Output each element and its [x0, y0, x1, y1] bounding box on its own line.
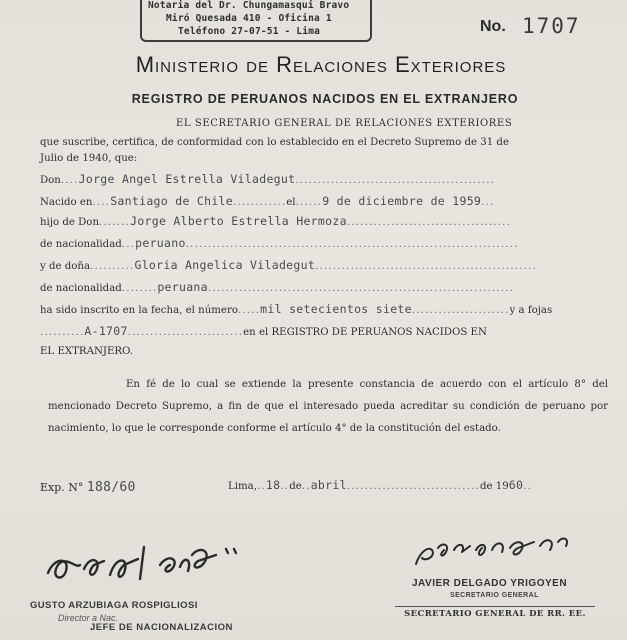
lima-label: Lima,	[228, 481, 257, 492]
stamp-line-2: Miró Quesada 410 - Oficina 1	[166, 13, 332, 24]
date-year: 60	[508, 478, 524, 492]
stamp-line-1: Notaria del Dr. Chungamasqui Bravo	[148, 0, 350, 11]
registry-number-words: mil setecientos siete	[260, 302, 412, 316]
nacionalidad-label-1: de nacionalidad	[40, 239, 122, 250]
exp-label: Exp. N°	[40, 481, 84, 494]
inscrito-label: ha sido inscrito en la fecha, el número	[40, 305, 238, 316]
date-de-2: de 19	[479, 481, 509, 492]
nacionalidad-father-row: de nacionalidad...peruano...........................................................................	[40, 236, 519, 250]
date-month: abril	[310, 478, 347, 492]
nacido-row: Nacido en....Santiago de Chile............el......9 de diciembre de 1959...	[40, 194, 495, 208]
date-de-1: de	[289, 481, 302, 492]
intro-secretary: EL SECRETARIO GENERAL DE RELACIONES EXTERIORES	[176, 118, 513, 129]
dona-row: y de doña..........Gloria Angelica Viladegut..................................................	[40, 258, 537, 272]
nacionalidad-mother: peruana	[157, 280, 208, 294]
director-title: JEFE DE NACIONALIZACION	[90, 622, 233, 633]
hijo-label: hijo de Don	[40, 217, 100, 228]
secretary-title: SECRETARIO GENERAL DE RR. EE.	[395, 606, 595, 619]
fojas-label: y a fojas	[509, 305, 553, 316]
father-name: Jorge Alberto Estrella Hermoza	[130, 214, 347, 228]
don-label: Don	[40, 175, 61, 186]
right-signature	[410, 528, 590, 574]
nacionalidad-mother-row: de nacionalidad........peruana.....................................................................	[40, 280, 515, 294]
expediente	[40, 480, 136, 495]
hijo-row: hijo de Don.......Jorge Alberto Estrella Hermoza.....................................	[40, 214, 512, 228]
intro-line-2: que suscribe, certifica, de conformidad con lo establecido en el Decreto Supremo de 31 de	[40, 137, 509, 148]
extranjero-line: EL EXTRANJERO.	[40, 346, 134, 357]
left-signature	[40, 535, 280, 595]
registro-tail: en el REGISTRO DE PERUANOS NACIDOS EN	[243, 327, 487, 338]
director-subtitle: Director a Nac.	[58, 613, 119, 623]
certificate-number: 1707	[522, 14, 581, 38]
mother-name: Gloria Angelica Viladegut	[134, 258, 316, 272]
director-name: GUSTO ARZUBIAGA ROSPIGLIOSI	[30, 600, 198, 611]
fojas-value: A-1707	[84, 324, 128, 338]
date-line: Lima,..18..de..abril..............................de 1960..	[228, 478, 533, 492]
nacido-place: Santiago de Chile	[110, 194, 234, 208]
fojas-row: ..........A-1707..........................en el REGISTRO DE PERUANOS NACIDOS EN	[40, 324, 487, 338]
registry-title: REGISTRO DE PERUANOS NACIDOS EN EL EXTRANJERO	[131, 92, 519, 106]
inscrito-row: ha sido inscrito en la fecha, el número.....mil setecientos siete......................y a fojas	[40, 302, 553, 316]
ministry-title: Ministerio de Relaciones Exteriores	[135, 52, 507, 77]
exp-value: 188/60	[86, 480, 136, 495]
intro-line-3: Julio de 1940, que:	[40, 153, 138, 164]
don-row: Don....Jorge Angel Estrella Viladegut.............................................	[40, 172, 496, 186]
body-paragraph: En fé de lo cual se extiende la presente constancia de acuerdo con el artículo 8° del mencionado Decreto Supremo, a fin de que el interesado pueda acreditar su condición de peruano por nacimiento, lo que le corresponde conforme el artículo 4° de la constitución del estado.	[48, 379, 608, 434]
nacido-label: Nacido en	[40, 197, 93, 208]
secretary-name: JAVIER DELGADO YRIGOYEN	[412, 578, 568, 589]
don-value: Jorge Angel Estrella Viladegut	[78, 172, 296, 186]
el-label: el	[286, 197, 296, 208]
dona-label: y de doña	[40, 261, 91, 272]
date-day: 18	[265, 478, 281, 492]
nacionalidad-label-2: de nacionalidad	[40, 283, 122, 294]
stamp-line-3: Teléfono 27-07-51 - Lima	[178, 26, 321, 37]
nacionalidad-father: peruano	[135, 236, 186, 250]
certificate-number-label: No.	[480, 18, 506, 35]
nacido-date: 9 de diciembre de 1959	[322, 194, 482, 208]
secretary-title-small: SECRETARIO GENERAL	[450, 592, 539, 599]
notary-stamp	[140, 0, 372, 42]
